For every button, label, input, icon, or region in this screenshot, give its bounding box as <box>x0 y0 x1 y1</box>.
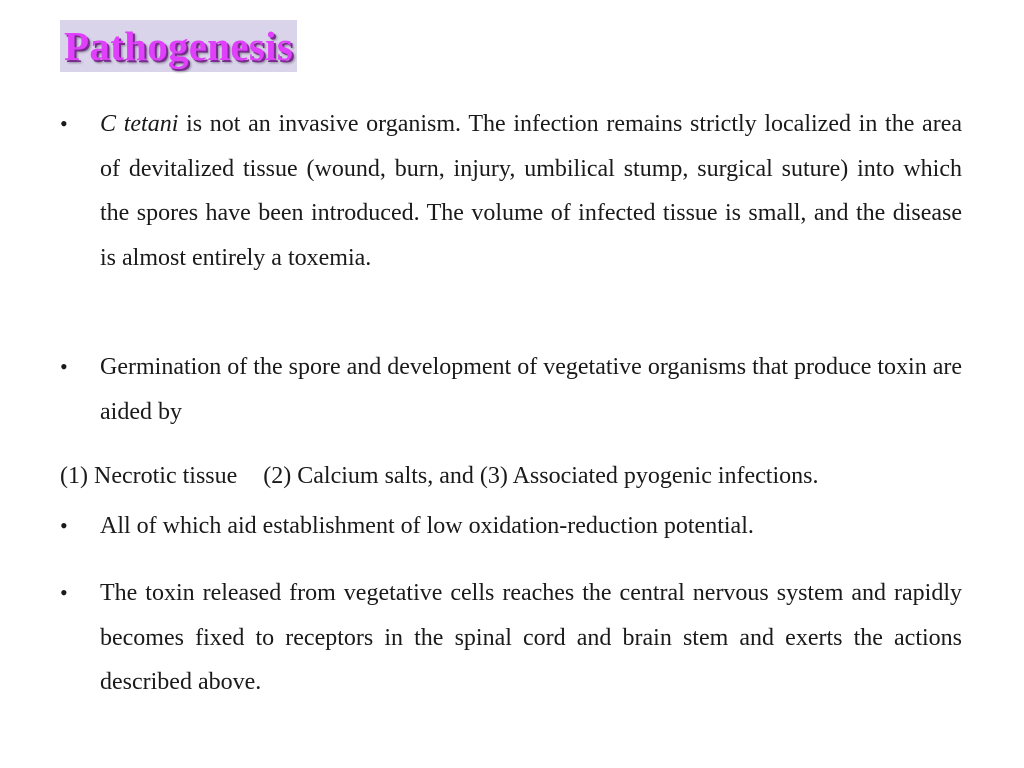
bullet-text: All of which aid establishment of low oxidation-reduction potential. <box>100 513 754 539</box>
bullet-item <box>60 102 962 280</box>
bullet-item <box>60 571 962 705</box>
bullet-item <box>60 345 962 434</box>
bullet-text: Germination of the spore and development of vegetative organisms that produce toxin are aided by <box>100 354 962 425</box>
bullet-dot: • <box>60 111 68 136</box>
slide-title: Pathogenesis <box>60 20 297 72</box>
factor-list <box>60 454 818 498</box>
factor-item: (1) Necrotic tissue <box>60 463 238 489</box>
bullet-text <box>100 102 962 280</box>
bullet-dot: • <box>60 354 68 379</box>
bullet-body: is not an invasive organism. The infection remains strictly localized in the area of devitalized tissue (wound, burn, injury, umbilical stump, surgical suture) into which the spores have been introduced. The volume of infected tissue is small, and the disease is almost entirely a toxemia. <box>100 111 962 271</box>
bullet-dot: • <box>60 580 68 605</box>
organism-name: C tetani <box>100 111 179 137</box>
factor-item: (2) Calcium salts, and (3) Associated pyogenic infections. <box>263 463 819 489</box>
bullet-dot: • <box>60 513 68 538</box>
bullet-item <box>60 504 962 549</box>
bullet-text: The toxin released from vegetative cells reaches the central nervous system and rapidly becomes fixed to receptors in the spinal cord and brain stem and exerts the actions described above. <box>100 580 962 695</box>
